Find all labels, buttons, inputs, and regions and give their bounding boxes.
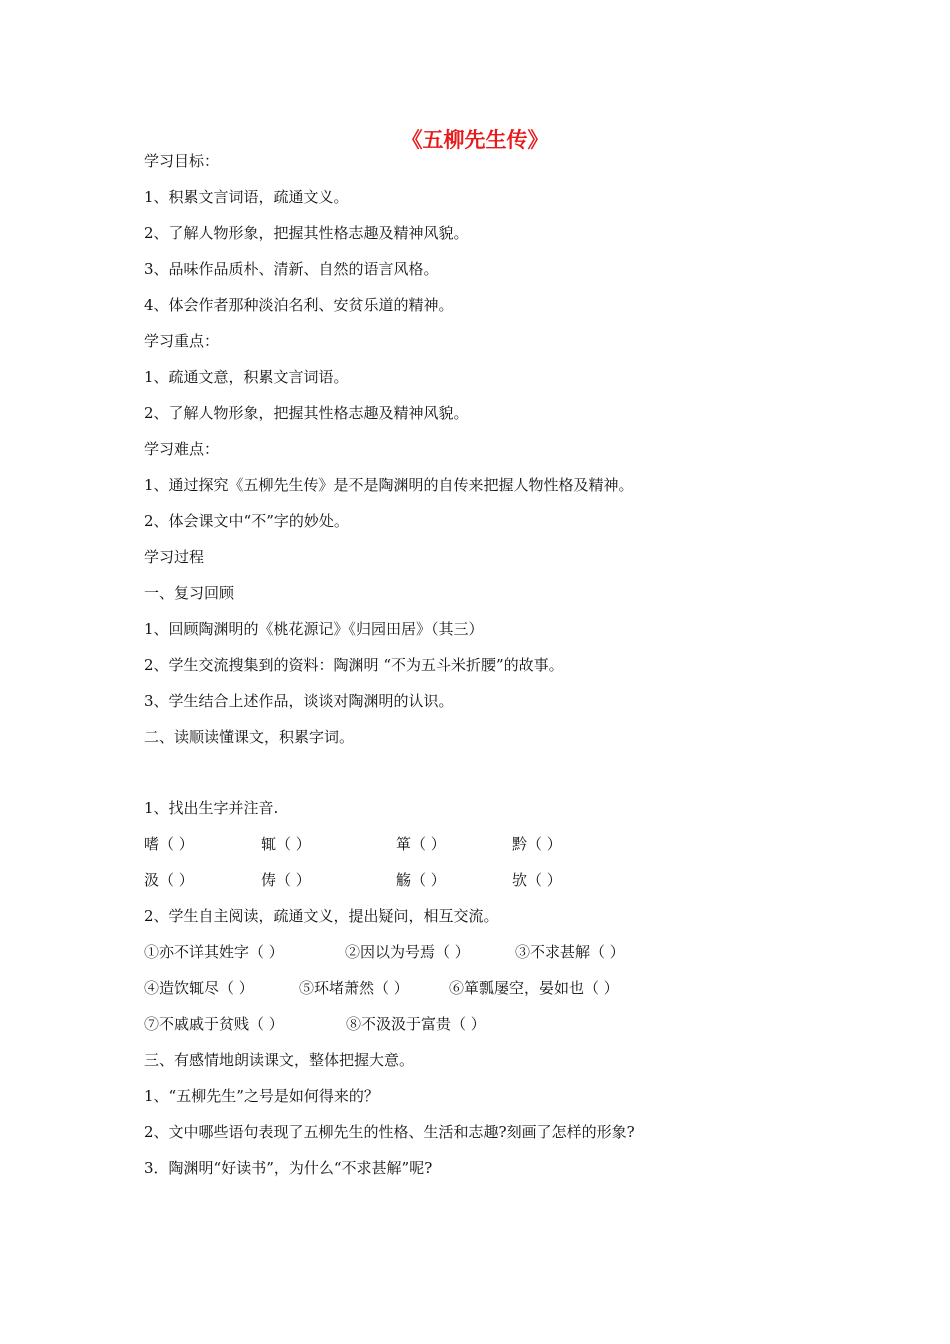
pinyin-blank: 箪（ ） <box>396 835 446 853</box>
section-heading: 一、复习回顾 <box>144 584 235 602</box>
section-heading: 三、有感情地朗读课文，整体把握大意。 <box>144 1051 415 1069</box>
objective-item: 1、积累文言词语，疏通文义。 <box>144 188 349 206</box>
objective-item: 4、体会作者那种淡泊名利、安贫乐道的精神。 <box>144 296 454 314</box>
phrase-blank: ①亦不详其姓字（ ） <box>144 943 284 961</box>
section-item: 1、找出生字并注音. <box>144 799 279 817</box>
pinyin-blank: 嗜（ ） <box>144 835 194 853</box>
section-item: 2、文中哪些语句表现了五柳先生的性格、生活和志趣?刻画了怎样的形象? <box>144 1123 635 1141</box>
document-title: 《五柳先生传》 <box>401 128 549 152</box>
pinyin-blank: 黔（ ） <box>512 835 562 853</box>
pinyin-blank: 欤（ ） <box>512 871 562 889</box>
section-item: 3、学生结合上述作品，谈谈对陶渊明的认识。 <box>144 692 454 710</box>
phrase-blank: ④造饮辄尽（ ） <box>144 979 254 997</box>
pinyin-blank: 俦（ ） <box>261 871 311 889</box>
section-item: 1、回顾陶渊明的《桃花源记》《归园田居》（其三） <box>144 620 484 638</box>
phrase-blank: ⑤环堵萧然（ ） <box>299 979 409 997</box>
phrase-blank: ⑦不戚戚于贫贱（ ） <box>144 1015 284 1033</box>
section-item: 2、学生交流搜集到的资料：陶渊明 “不为五斗米折腰”的故事。 <box>144 656 564 674</box>
phrase-blank: ⑧不汲汲于富贵（ ） <box>346 1015 486 1033</box>
section-item: 1、“五柳先生”之号是如何得来的？ <box>144 1087 379 1105</box>
section-item: 3．陶渊明“好读书”，为什么“不求甚解”呢? <box>144 1159 433 1177</box>
phrase-blank: ③不求甚解（ ） <box>515 943 625 961</box>
section-item: 2、学生自主阅读，疏通文义，提出疑问，相互交流。 <box>144 907 499 925</box>
objective-item: 2、了解人物形象，把握其性格志趣及精神风貌。 <box>144 224 469 242</box>
pinyin-blank: 辄（ ） <box>261 835 311 853</box>
process-heading: 学习过程 <box>144 548 205 566</box>
key-points-heading: 学习重点： <box>144 332 220 350</box>
pinyin-blank: 汲（ ） <box>144 871 194 889</box>
objective-item: 3、品味作品质朴、清新、自然的语言风格。 <box>144 260 439 278</box>
phrase-blank: ②因以为号焉（ ） <box>345 943 470 961</box>
objectives-heading: 学习目标： <box>144 152 220 170</box>
pinyin-blank: 觞（ ） <box>396 871 446 889</box>
key-point-item: 2、了解人物形象，把握其性格志趣及精神风貌。 <box>144 404 469 422</box>
section-heading: 二、读顺读懂课文，积累字词。 <box>144 728 355 746</box>
difficulty-item: 2、体会课文中“不”字的妙处。 <box>144 512 349 530</box>
difficulties-heading: 学习难点： <box>144 440 220 458</box>
phrase-blank: ⑥箪瓢屡空，晏如也（ ） <box>449 979 619 997</box>
key-point-item: 1、疏通文意，积累文言词语。 <box>144 368 349 386</box>
difficulty-item: 1、通过探究《五柳先生传》是不是陶渊明的自传来把握人物性格及精神。 <box>144 476 634 494</box>
